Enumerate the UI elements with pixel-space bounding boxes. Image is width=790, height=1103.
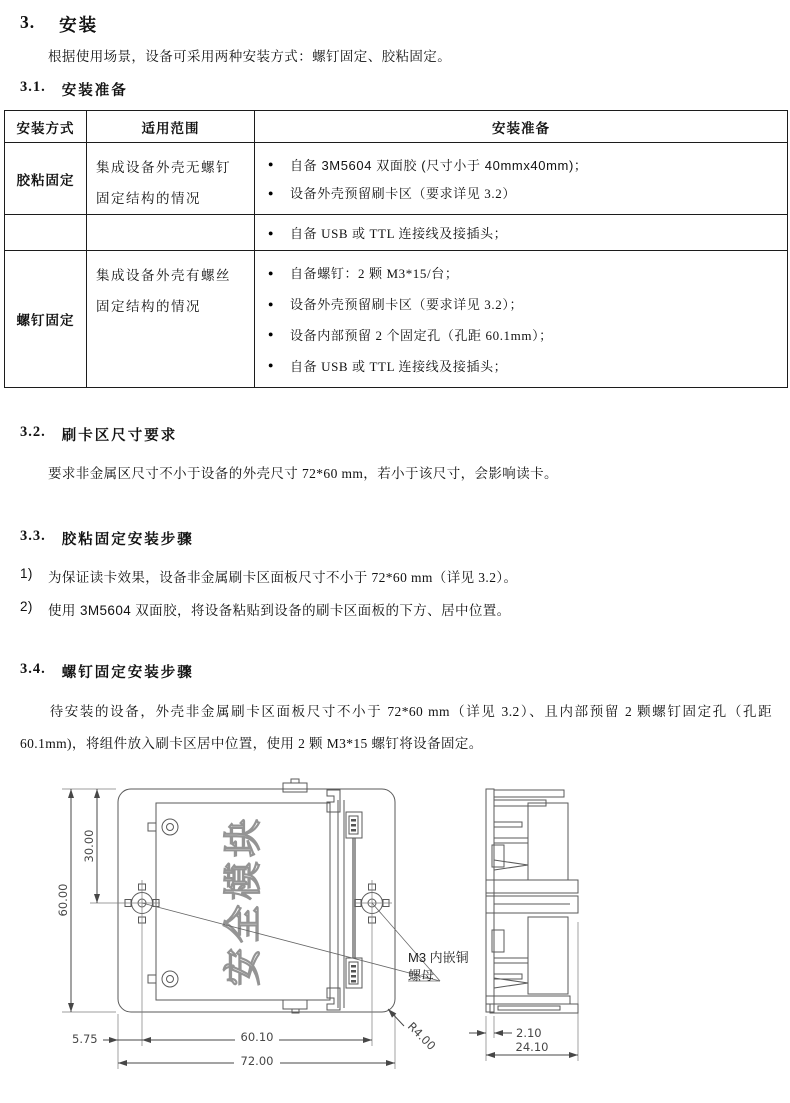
section-3-1-number: 3.1. bbox=[20, 79, 46, 95]
dim-corner-radius-label: R4.00 bbox=[404, 1019, 439, 1053]
dim-side-depth-label: 24.10 bbox=[515, 1040, 549, 1054]
section-3-4-title: 螺钉固定安装步骤 bbox=[61, 665, 194, 681]
prep-item: ● 设备内部预留 2 个固定孔（孔距 60.1mm）； bbox=[255, 325, 787, 344]
method-cell: 螺钉固定 bbox=[5, 251, 87, 388]
section-3-2-number: 3.2. bbox=[20, 424, 46, 440]
prep-cell bbox=[255, 143, 788, 215]
section-3-number: 3. bbox=[20, 12, 36, 32]
section-3-heading bbox=[20, 12, 98, 37]
dim-height-label: 60.00 bbox=[56, 883, 70, 917]
scope-text: 集成设备外壳无螺钉固定结构的情况 bbox=[96, 160, 231, 206]
prep-cell bbox=[255, 215, 788, 251]
dim-left-offset-label: 5.75 bbox=[72, 1032, 98, 1046]
prep-item: ● 自备 USB 或 TTL 连接线及接插头； bbox=[255, 223, 787, 242]
technical-drawing bbox=[0, 772, 790, 1103]
col-header-prep: 安装准备 bbox=[255, 111, 788, 143]
section-3-2-title: 刷卡区尺寸要求 bbox=[61, 428, 178, 444]
scope-cell bbox=[87, 251, 255, 388]
section-3-1-heading bbox=[20, 79, 128, 100]
connector bbox=[346, 812, 362, 838]
nut-label-line1: M3 内嵌铜 bbox=[408, 950, 469, 965]
flex-cable bbox=[352, 838, 356, 958]
nut-label-line2: 螺母 bbox=[408, 968, 435, 983]
section-3-3-number: 3.3. bbox=[20, 528, 46, 544]
section-3-title: 安装 bbox=[59, 15, 99, 35]
connector bbox=[346, 958, 362, 988]
dim-hole-pitch-label: 60.10 bbox=[240, 1030, 274, 1044]
section-3-1-title: 安装准备 bbox=[61, 83, 128, 99]
step-item: 1) 为保证读卡效果，设备非金属刷卡区面板尺寸不小于 72*60 mm（详见 3.2）。 bbox=[20, 566, 518, 585]
method-cell: 胶粘固定 bbox=[5, 143, 87, 215]
section-3-4-number: 3.4. bbox=[20, 661, 46, 677]
install-prep-table bbox=[4, 110, 788, 388]
prep-item: ● 设备外壳预留刷卡区（要求详见 3.2）； bbox=[255, 294, 787, 313]
scope-text: 集成设备外壳有螺丝固定结构的情况 bbox=[96, 268, 231, 314]
prep-item: ● 自备 USB 或 TTL 连接线及接插头； bbox=[255, 356, 787, 375]
section-3-4-body: 待安装的设备，外壳非金属刷卡区面板尺寸不小于 72*60 mm（详见 3.2）、且内部预留 2 颗螺钉固定孔（孔距 60.1mm)，将组件放入刷卡区居中位置，使用 2 颗 M3*15 螺钉将设备固定。 bbox=[20, 704, 772, 751]
dim-side-thickness-label: 2.10 bbox=[516, 1026, 542, 1040]
section-3-3-title: 胶粘固定安装步骤 bbox=[61, 532, 194, 548]
method-cell bbox=[5, 215, 87, 251]
section-3-4-heading bbox=[20, 661, 194, 682]
dimension-lines bbox=[71, 789, 578, 1063]
prep-cell bbox=[255, 251, 788, 388]
extension-lines bbox=[62, 789, 578, 1069]
dim-width-label: 72.00 bbox=[240, 1054, 274, 1068]
section-3-3-heading bbox=[20, 528, 194, 549]
dim-hole-to-top-label: 30.00 bbox=[82, 829, 96, 863]
table-row bbox=[5, 251, 788, 388]
col-header-scope: 适用范围 bbox=[87, 111, 255, 143]
side-view bbox=[486, 789, 578, 1013]
table-row bbox=[5, 143, 788, 215]
table-row bbox=[5, 215, 788, 251]
prep-item: ● 设备外壳预留刷卡区（要求详见 3.2） bbox=[255, 183, 787, 202]
scope-cell bbox=[87, 143, 255, 215]
section-3-intro: 根据使用场景，设备可采用两种安装方式：螺钉固定、胶粘固定。 bbox=[48, 49, 452, 64]
module-label: 安全模块 bbox=[223, 813, 265, 987]
section-3-2-body: 要求非金属区尺寸不小于设备的外壳尺寸 72*60 mm，若小于该尺寸，会影响读卡。 bbox=[48, 466, 558, 481]
scope-cell bbox=[87, 215, 255, 251]
step-item: 2) 使用 3M5604 双面胶，将设备粘贴到设备的刷卡区面板的下方、居中位置。 bbox=[20, 599, 511, 618]
section-3-2-heading bbox=[20, 424, 177, 445]
prep-item: ● 自备 3M5604 双面胶 (尺寸小于 40mmx40mm)； bbox=[255, 155, 787, 174]
side-plate bbox=[486, 789, 494, 1012]
col-header-method: 安装方式 bbox=[5, 111, 87, 143]
prep-item: ● 自备螺钉：2 颗 M3*15/台； bbox=[255, 263, 787, 282]
